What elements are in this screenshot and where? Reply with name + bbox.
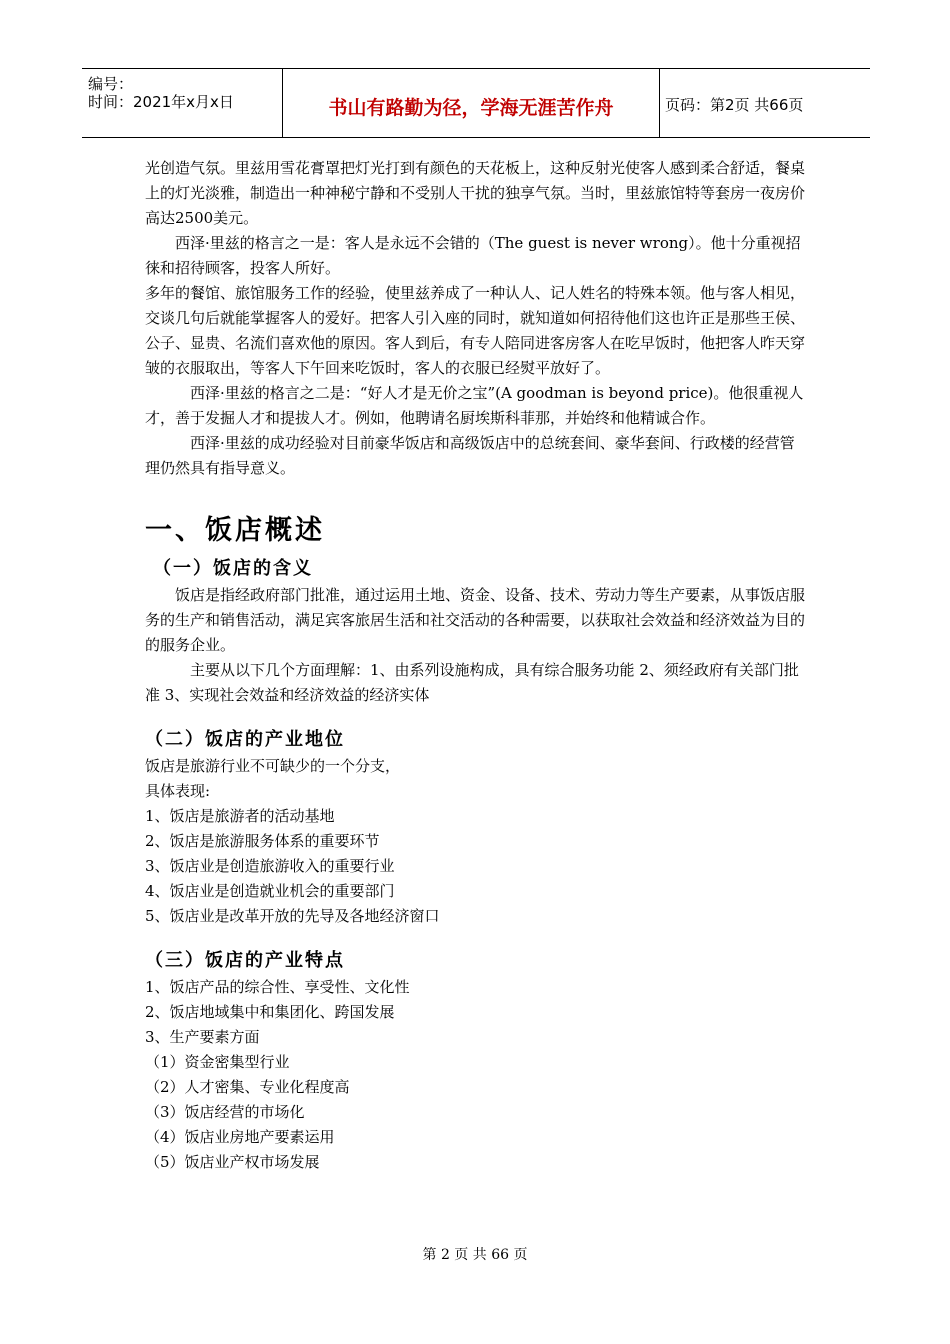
page-header bbox=[82, 68, 870, 138]
paragraph: 西泽·里兹的格言之一是：客人是永远不会错的（The guest is never wrong）。他十分重视招徕和招待顾客，投客人所好。 bbox=[145, 234, 801, 277]
list bbox=[145, 754, 809, 929]
list-intro: 饭店是旅游行业不可缺少的一个分支， bbox=[145, 757, 401, 775]
header-page-cell bbox=[659, 69, 870, 137]
list-item: 3、饭店业是创造旅游收入的重要行业 bbox=[145, 857, 395, 875]
list-item: （3）饭店经营的市场化 bbox=[145, 1103, 305, 1121]
paragraph: 西泽·里兹的格言之二是：“好人才是无价之宝”(A goodman is beyond price)。他很重视人才，善于发掘人才和提拔人才。例如，他聘请名厨埃斯科菲那，并始终和他精诚合作。 bbox=[145, 384, 804, 427]
list-item: （2）人才密集、专业化程度高 bbox=[145, 1078, 350, 1096]
paragraph: 光创造气氛。里兹用雪花膏罩把灯光打到有颜色的天花板上，这种反射光使客人感到柔合舒适，餐桌上的灯光淡雅，制造出一种神秘宁静和不受别人干扰的独享气氛。当时，里兹旅馆特等套房一夜房价高达2500美元。 bbox=[145, 159, 806, 227]
paragraph: 多年的餐馆、旅馆服务工作的经验，使里兹养成了一种认人、记人姓名的特殊本领。他与客人相见，交谈几句后就能掌握客人的爱好。把客人引入座的同时，就知道如何招待他们这也许正是那些王侯、公子、显贵、名流们喜欢他的原因。客人到后，有专人陪同进客房客人在吃早饭时，他把客人昨天穿皱的衣服取出，等客人下午回来吃饭时，客人的衣服已经熨平放好了。 bbox=[145, 284, 806, 377]
list-item: 2、饭店地域集中和集团化、跨国发展 bbox=[145, 1003, 395, 1021]
list-item: 2、饭店是旅游服务体系的重要环节 bbox=[145, 832, 380, 850]
list-item: （1）资金密集型行业 bbox=[145, 1053, 290, 1071]
page-footer: 第 2 页 共 66 页 bbox=[422, 1247, 528, 1263]
header-meta bbox=[82, 69, 282, 137]
header-motto: 书山有路勤为径，学海无涯苦作舟 bbox=[328, 97, 614, 119]
section-heading: 一、饭店概述 bbox=[145, 515, 325, 546]
paragraph: 饭店是指经政府部门批准，通过运用土地、资金、设备、技术、劳动力等生产要素，从事饭店服务的生产和销售活动，满足宾客旅居生活和社交活动的各种需要，以获取社会效益和经济效益为目的的服务企业。 bbox=[145, 586, 806, 654]
list-item: （5）饭店业产权市场发展 bbox=[145, 1153, 320, 1171]
list-intro: 具体表现: bbox=[145, 782, 211, 800]
time-label: 时间：2021年x月x日 bbox=[88, 93, 234, 111]
paragraph: 西泽·里兹的成功经验对目前豪华饭店和高级饭店中的总统套间、豪华套间、行政楼的经营管理仍然具有指导意义。 bbox=[145, 434, 795, 477]
subsection-heading: （一）饭店的含义 bbox=[153, 558, 313, 579]
list-item: 5、饭店业是改革开放的先导及各地经济窗口 bbox=[145, 907, 440, 925]
list-item: 3、生产要素方面 bbox=[145, 1028, 260, 1046]
list bbox=[145, 975, 809, 1175]
document-body bbox=[145, 156, 809, 1175]
list-item: 4、饭店业是创造就业机会的重要部门 bbox=[145, 882, 395, 900]
paragraph: 主要从以下几个方面理解：1、由系列设施构成，具有综合服务功能 2、须经政府有关部门批准 3、实现社会效益和经济效益的经济实体 bbox=[145, 661, 799, 704]
list-item: 1、饭店产品的综合性、享受性、文化性 bbox=[145, 978, 410, 996]
header-page-info: 页码：第2页 共66页 bbox=[665, 96, 804, 114]
list-item: （4）饭店业房地产要素运用 bbox=[145, 1128, 335, 1146]
list-item: 1、饭店是旅游者的活动基地 bbox=[145, 807, 335, 825]
subsection-heading: （二）饭店的产业地位 bbox=[145, 729, 345, 750]
number-label: 编号： bbox=[88, 75, 134, 93]
subsection-heading: （三）饭店的产业特点 bbox=[145, 950, 345, 971]
header-motto-cell bbox=[282, 69, 660, 137]
